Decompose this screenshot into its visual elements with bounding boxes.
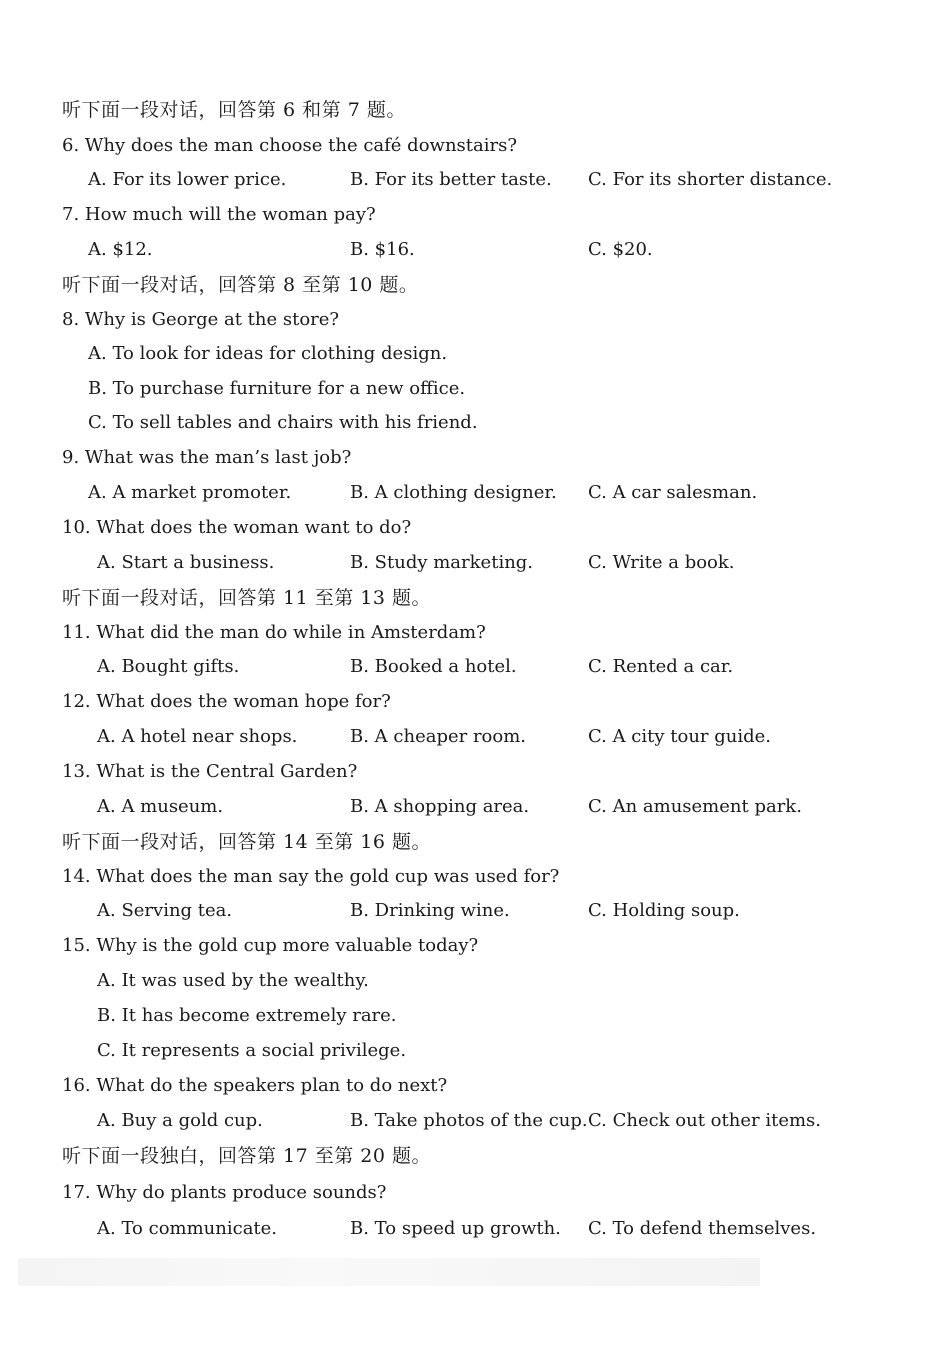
question-17-options — [0, 1214, 950, 1244]
section-heading: 听下面一段对话，回答第 8 至第 10 题。 — [62, 274, 419, 296]
question-6-stem: 6. Why does the man choose the café downstairs? — [62, 135, 517, 156]
option-b: B. To purchase furniture for a new office. — [88, 378, 466, 399]
option-a: A. To communicate. — [97, 1218, 278, 1239]
option-c: C. $20. — [588, 239, 653, 260]
question-8-stem: 8. Why is George at the store? — [62, 309, 340, 330]
option-a: A. Bought gifts. — [97, 656, 240, 677]
question-10-options — [0, 548, 950, 578]
question-14-options — [0, 896, 950, 926]
section-heading: 听下面一段对话，回答第 11 至第 13 题。 — [62, 587, 432, 609]
question-10-stem: 10. What does the woman want to do? — [62, 517, 412, 538]
question-9-options — [0, 478, 950, 508]
question-7-options — [0, 235, 950, 265]
option-a: A. Serving tea. — [97, 900, 233, 921]
option-c: C. To sell tables and chairs with his friend. — [88, 412, 478, 433]
option-a: A. A hotel near shops. — [97, 726, 298, 747]
question-7-stem: 7. How much will the woman pay? — [62, 204, 376, 225]
option-c: C. Rented a car. — [588, 656, 734, 677]
option-b: B. Study marketing. — [350, 552, 534, 573]
question-15-stem: 15. Why is the gold cup more valuable today? — [62, 935, 479, 956]
option-a: A. For its lower price. — [88, 169, 287, 190]
option-b: B. A shopping area. — [350, 796, 530, 817]
option-c: C. An amusement park. — [588, 796, 802, 817]
option-c: C. For its shorter distance. — [588, 169, 833, 190]
option-c: C. It represents a social privilege. — [97, 1040, 407, 1061]
question-13-options — [0, 792, 950, 822]
option-a: A. $12. — [88, 239, 153, 260]
option-a: A. A market promoter. — [88, 482, 292, 503]
option-b: B. Drinking wine. — [350, 900, 510, 921]
question-13-stem: 13. What is the Central Garden? — [62, 761, 358, 782]
question-8-option-b — [0, 374, 950, 404]
question-16-stem: 16. What do the speakers plan to do next? — [62, 1075, 448, 1096]
option-b: B. It has become extremely rare. — [97, 1005, 397, 1026]
option-a: A. Start a business. — [97, 552, 275, 573]
option-b: B. A cheaper room. — [350, 726, 527, 747]
section-heading: 听下面一段独白，回答第 17 至第 20 题。 — [62, 1145, 432, 1167]
option-b: B. For its better taste. — [350, 169, 552, 190]
question-11-options — [0, 652, 950, 682]
scan-shadow — [18, 1258, 760, 1286]
question-11-stem: 11. What did the man do while in Amsterdam? — [62, 622, 486, 643]
question-15-option-b — [0, 1001, 950, 1031]
option-c: C. Check out other items. — [588, 1110, 821, 1131]
option-c: C. A car salesman. — [588, 482, 758, 503]
question-17-stem: 17. Why do plants produce sounds? — [62, 1182, 387, 1203]
question-6-options — [0, 165, 950, 195]
option-b: B. Booked a hotel. — [350, 656, 517, 677]
question-16-options — [0, 1106, 950, 1136]
question-8-option-c — [0, 408, 950, 438]
option-a: A. Buy a gold cup. — [97, 1110, 263, 1131]
option-c: C. To defend themselves. — [588, 1218, 817, 1239]
option-a: A. A museum. — [97, 796, 224, 817]
question-12-stem: 12. What does the woman hope for? — [62, 691, 391, 712]
question-8-option-a — [0, 339, 950, 369]
option-b: B. A clothing designer. — [350, 482, 557, 503]
section-heading: 听下面一段对话，回答第 6 和第 7 题。 — [62, 99, 406, 121]
option-a: A. It was used by the wealthy. — [97, 970, 369, 991]
option-c: C. Write a book. — [588, 552, 735, 573]
option-b: B. Take photos of the cup. — [350, 1110, 588, 1131]
section-heading: 听下面一段对话，回答第 14 至第 16 题。 — [62, 831, 432, 853]
question-12-options — [0, 722, 950, 752]
option-a: A. To look for ideas for clothing design. — [88, 343, 448, 364]
question-14-stem: 14. What does the man say the gold cup was used for? — [62, 866, 560, 887]
question-9-stem: 9. What was the man’s last job? — [62, 447, 352, 468]
option-b: B. To speed up growth. — [350, 1218, 561, 1239]
option-c: C. A city tour guide. — [588, 726, 772, 747]
option-c: C. Holding soup. — [588, 900, 740, 921]
question-15-option-a — [0, 966, 950, 996]
option-b: B. $16. — [350, 239, 415, 260]
question-15-option-c — [0, 1036, 950, 1066]
